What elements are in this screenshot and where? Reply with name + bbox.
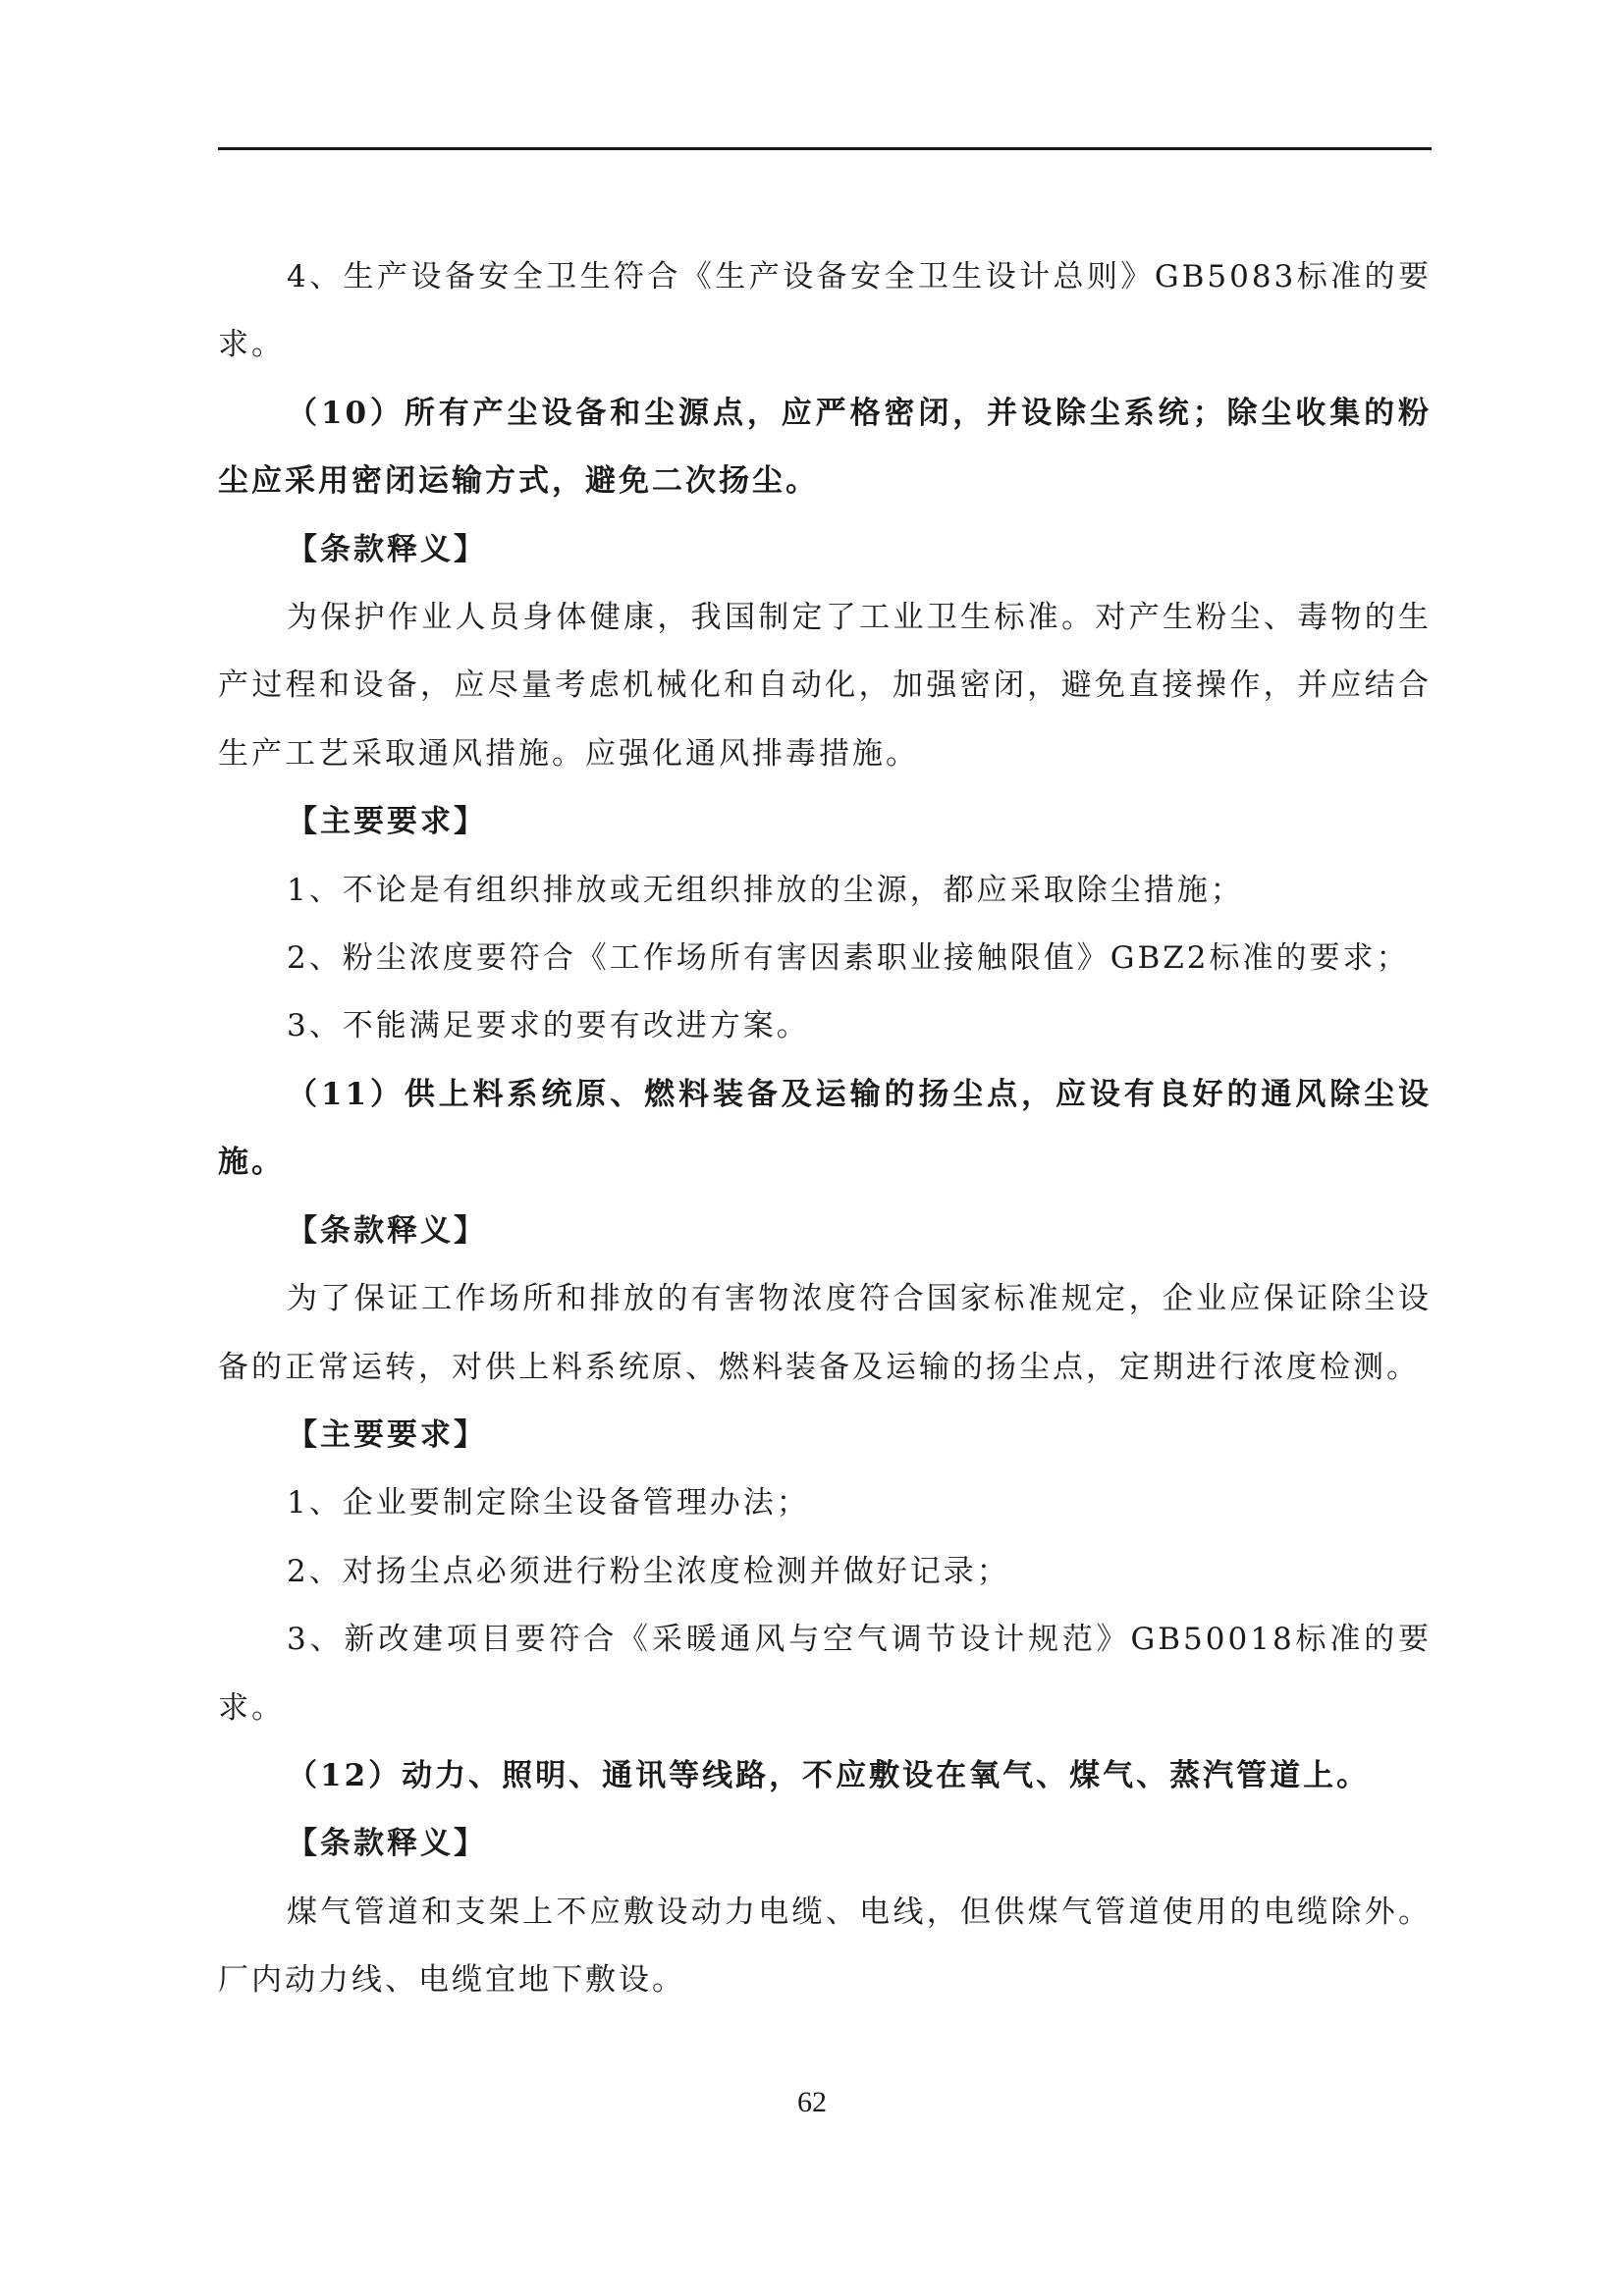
list-item: 2、粉尘浓度要符合《工作场所有害因素职业接触限值》GBZ2标准的要求； <box>287 940 1410 977</box>
document-body <box>218 243 1432 2015</box>
clause-11: （11）供上料系统原、燃料装备及运输的扬尘点，应设有良好的通风除尘设施。 <box>218 1076 1432 1181</box>
paragraph: 煤气管道和支架上不应敷设动力电缆、电线，但供煤气管道使用的电缆除外。厂内动力线、电缆宜地下敷设。 <box>218 1894 1432 1999</box>
list-item: 2、对扬尘点必须进行粉尘浓度检测并做好记录； <box>287 1553 1010 1589</box>
page-number: 62 <box>797 2086 827 2118</box>
clause-10: （10）所有产尘设备和尘源点，应严格密闭，并设除尘系统；除尘收集的粉尘应采用密闭运输方式，避免二次扬尘。 <box>218 395 1432 500</box>
section-heading: 【条款释义】 <box>287 1212 487 1249</box>
paragraph: 4、生产设备安全卫生符合《生产设备安全卫生设计总则》GB5083标准的要求。 <box>218 259 1432 363</box>
section-heading: 【主要要求】 <box>287 1416 487 1453</box>
header-rule <box>218 147 1432 150</box>
list-item: 3、不能满足要求的要有改进方案。 <box>287 1008 810 1044</box>
list-item: 1、企业要制定除尘设备管理办法； <box>287 1485 810 1522</box>
paragraph: 为保护作业人员身体健康，我国制定了工业卫生标准。对产生粉尘、毒物的生产过程和设备，应尽量考虑机械化和自动化，加强密闭，避免直接操作，并应结合生产工艺采取通风措施。应强化通风排毒措施。 <box>218 600 1432 772</box>
section-heading: 【条款释义】 <box>287 531 487 567</box>
paragraph: 为了保证工作场所和排放的有害物浓度符合国家标准规定，企业应保证除尘设备的正常运转，对供上料系统原、燃料装备及运输的扬尘点，定期进行浓度检测。 <box>218 1281 1432 1385</box>
list-item: 1、不论是有组织排放或无组织排放的尘源，都应采取除尘措施； <box>287 872 1244 908</box>
section-heading: 【条款释义】 <box>287 1826 487 1862</box>
section-heading: 【主要要求】 <box>287 804 487 840</box>
list-item: 3、新改建项目要符合《采暖通风与空气调节设计规范》GB50018标准的要求。 <box>218 1622 1432 1726</box>
clause-12: （12）动力、照明、通讯等线路，不应敷设在氧气、煤气、蒸汽管道上。 <box>287 1757 1371 1793</box>
